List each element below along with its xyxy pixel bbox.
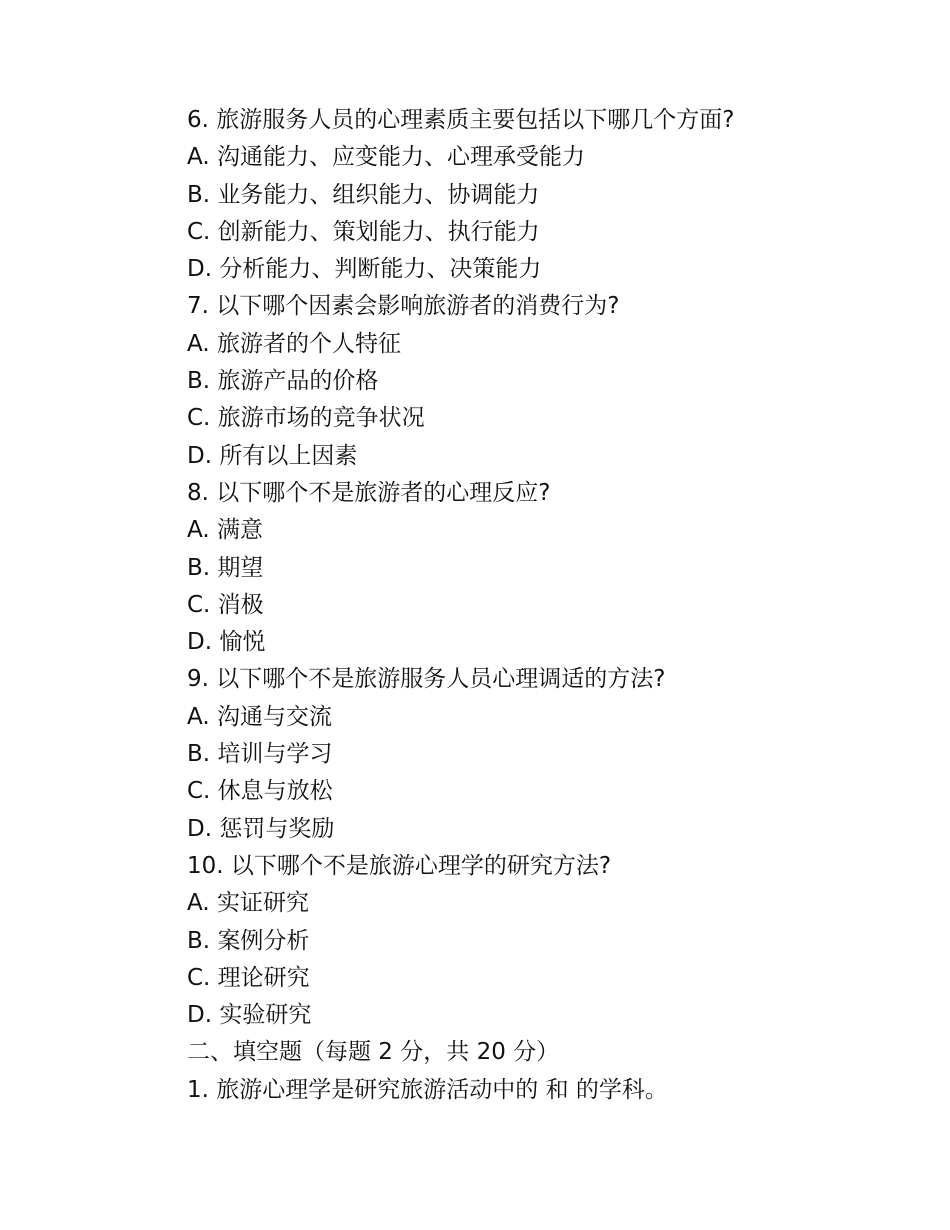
question-6-option-c: C. 创新能力、策划能力、执行能力: [187, 218, 540, 245]
question-8-option-d: D. 愉悦: [187, 629, 266, 656]
question-6: 6. 旅游服务人员的心理素质主要包括以下哪几个方面?: [187, 107, 735, 133]
question-10-option-c: C. 理论研究: [187, 964, 310, 991]
question-9-option-c: C. 休息与放松: [187, 778, 333, 805]
question-7-option-d: D. 所有以上因素: [187, 442, 358, 469]
question-6-option-a: A. 沟通能力、应变能力、心理承受能力: [187, 144, 585, 171]
question-7: 7. 以下哪个因素会影响旅游者的消费行为?: [187, 293, 620, 320]
question-8-option-c: C. 消极: [187, 591, 264, 618]
question-9: 9. 以下哪个不是旅游服务人员心理调适的方法?: [187, 666, 666, 693]
question-6-option-d: D. 分析能力、判断能力、决策能力: [187, 256, 542, 283]
question-10-option-a: A. 实证研究: [187, 890, 309, 917]
question-8-option-a: A. 满意: [187, 517, 263, 544]
question-10-option-b: B. 案例分析: [187, 927, 310, 954]
document-body: [187, 102, 907, 1109]
question-10-option-d: D. 实验研究: [187, 1002, 312, 1029]
question-9-option-a: A. 沟通与交流: [187, 703, 332, 730]
question-8: 8. 以下哪个不是旅游者的心理反应?: [187, 479, 551, 506]
fill-in-question-1: 1. 旅游心理学是研究旅游活动中的 和 的学科。: [187, 1076, 668, 1103]
question-10: 10. 以下哪个不是旅游心理学的研究方法?: [187, 852, 612, 879]
question-8-option-b: B. 期望: [187, 554, 264, 581]
section-heading-fill-in-blank: 二、填空题（每题 2 分，共 20 分）: [187, 1039, 560, 1066]
question-6-option-b: B. 业务能力、组织能力、协调能力: [187, 181, 540, 208]
question-7-option-a: A. 旅游者的个人特征: [187, 330, 401, 357]
question-7-option-c: C. 旅游市场的竞争状况: [187, 405, 425, 432]
question-9-option-d: D. 惩罚与奖励: [187, 815, 335, 842]
question-7-option-b: B. 旅游产品的价格: [187, 368, 379, 395]
question-9-option-b: B. 培训与学习: [187, 741, 333, 768]
